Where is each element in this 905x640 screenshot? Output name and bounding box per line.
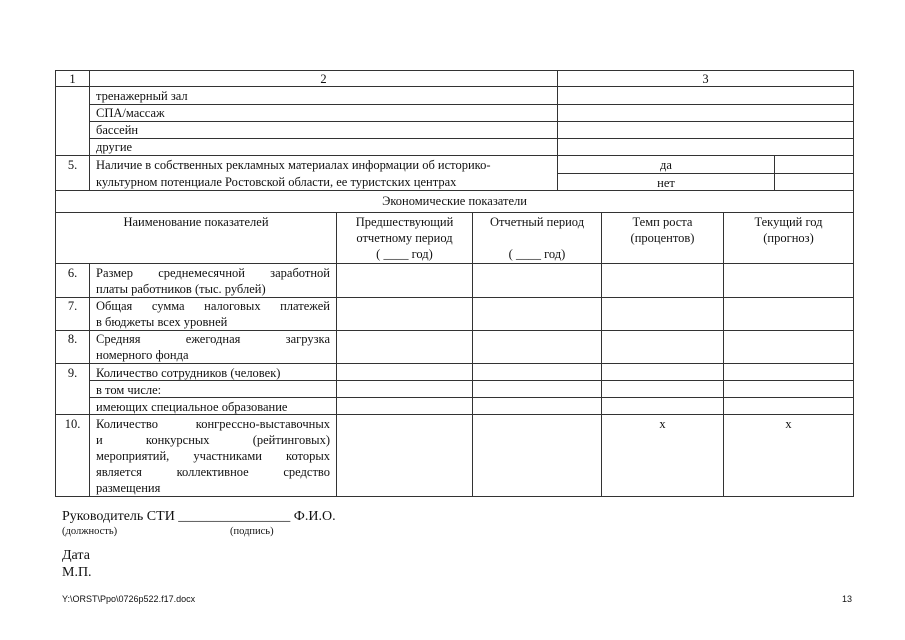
row9-text-line1: Количество сотрудников (человек)	[96, 366, 281, 380]
econ-header-growth-line2: (процентов)	[630, 231, 695, 245]
row10-growth-mark: х	[659, 417, 666, 431]
row8-text-line2: номерного фонда	[96, 348, 189, 362]
page-number: 13	[842, 594, 853, 604]
row6-text-line1: Размер среднемесячной заработной	[96, 266, 330, 280]
econ-header-current-line1: Текущий год	[754, 215, 823, 229]
col-number-1: 1	[69, 72, 76, 86]
col-number-2: 2	[320, 72, 327, 86]
date-label: Дата	[62, 548, 90, 563]
row6-text-line2: платы работников (тыс. рублей)	[96, 282, 266, 296]
file-path: Y:\ORST\Ppo\0726p522.f17.docx	[62, 594, 196, 604]
econ-header-prev-year: ( ____ год)	[376, 247, 433, 261]
row7-text-line2: в бюджеты всех уровней	[96, 315, 228, 329]
row7-number: 7.	[67, 299, 78, 313]
row10-text-line1: Количество конгрессно-выставочных	[96, 417, 330, 431]
row8-text-line1: Средняя ежегодная загрузка	[96, 332, 330, 346]
econ-section-title: Экономические показатели	[382, 194, 527, 208]
row7-text-line1: Общая сумма налоговых платежей	[96, 299, 330, 313]
econ-header-name: Наименование показателей	[123, 215, 269, 229]
row5-text-line2: культурном потенциале Ростовской области, ее туристских центрах	[96, 175, 457, 189]
row10-current-mark: х	[785, 417, 792, 431]
econ-header-prev-line1: Предшествующий	[355, 215, 454, 229]
row10-text-line2: и конкурсных (рейтинговых)	[96, 433, 330, 447]
signature-caption: (подпись)	[230, 526, 274, 537]
row5-option-yes: да	[660, 158, 672, 172]
row10-text-line5: размещения	[96, 481, 161, 495]
position-caption: (должность)	[62, 526, 118, 537]
row9-text-line3: имеющих специальное образование	[96, 400, 288, 414]
row5-option-no: нет	[657, 176, 675, 190]
econ-header-current-line2: (прогноз)	[763, 231, 814, 245]
row10-number: 10.	[64, 417, 81, 431]
row10-text-line4: является коллективное средство	[96, 465, 330, 479]
row9-text-line2: в том числе:	[96, 383, 162, 397]
head-signature-line: Руководитель СТИ ________________ Ф.И.О.	[62, 509, 336, 524]
row10-text-line3: мероприятий, участниками которых	[96, 449, 330, 463]
facility-pool: бассейн	[96, 123, 139, 137]
econ-header-prev-line2: отчетному период	[356, 231, 453, 245]
row8-number: 8.	[67, 332, 78, 346]
row5-text-line1: Наличие в собственных рекламных материалах информации об историко-	[96, 158, 491, 172]
stamp-label: М.П.	[62, 565, 92, 580]
col-number-3: 3	[702, 72, 709, 86]
econ-header-reporting-line1: Отчетный период	[489, 215, 585, 229]
row6-number: 6.	[67, 266, 78, 280]
facility-other: другие	[96, 140, 133, 154]
facility-gym: тренажерный зал	[96, 89, 188, 103]
facility-spa: СПА/массаж	[96, 106, 165, 120]
row9-number: 9.	[67, 366, 78, 380]
econ-header-growth-line1: Темп роста	[632, 215, 693, 229]
econ-header-reporting-year: ( ____ год)	[508, 247, 566, 261]
row5-number: 5.	[67, 158, 78, 172]
